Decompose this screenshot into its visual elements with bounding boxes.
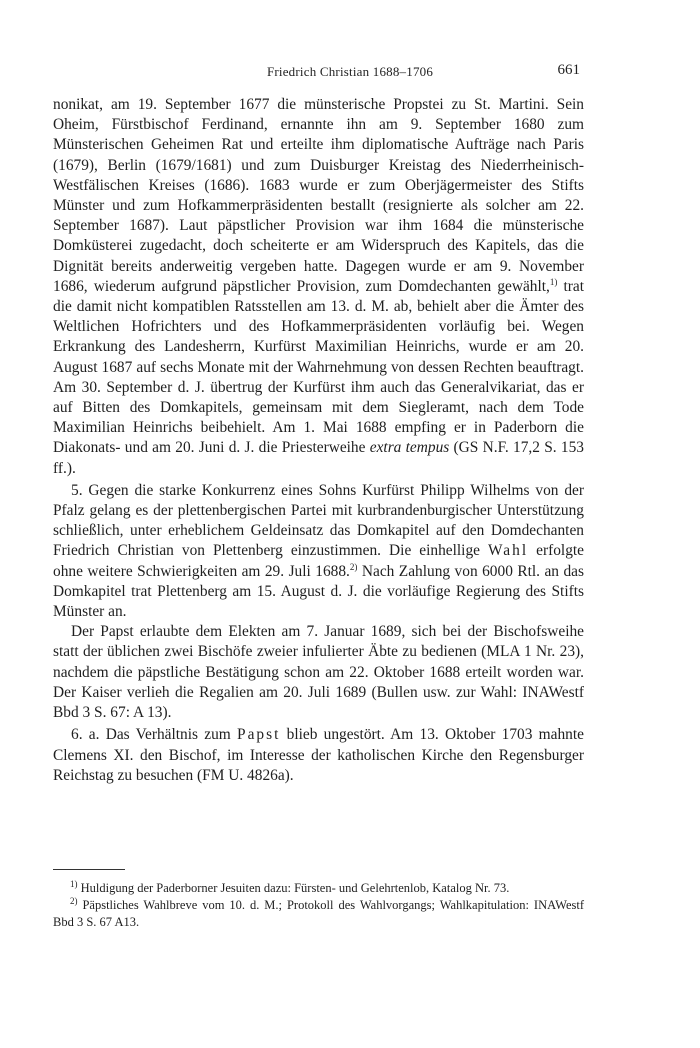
footnote-ref-2: 2) [349, 561, 358, 572]
footnote-1-text: Huldigung der Paderborner Jesuiten dazu: Fürsten- und Gelehrtenlob, Katalog Nr. 73. [77, 881, 510, 895]
footnote-1-mark: 1) [70, 878, 78, 889]
paragraph-4 [53, 725, 584, 786]
paragraph-1 [53, 95, 584, 479]
running-title: Friedrich Christian 1688–1706 [266, 64, 434, 79]
footnote-2 [53, 897, 584, 931]
paragraph-2-text-b: erfolgte ohne weitere Schwierigkeiten am 29. Juli 1688. [53, 542, 585, 580]
paragraph-3: Der Papst erlaubte dem Elekten am 7. Januar 1689, sich bei der Bischofsweihe statt der üblichen zwei Bischöfe zweier infulierter Äbte zu bedienen (MLA 1 Nr. 23), nachdem die päpstliche Bestätigung schon am 22. Oktober 1688 erteilt worden war. Der Kaiser verlieh die Regalien am 20. Juli 1689 (Bullen usw. zur Wahl: INAWestf Bbd 3 S. 67: A 13). [53, 623, 584, 722]
paragraph-2-text-a: 5. Gegen die starke Konkurrenz eines Sohns Kurfürst Philipp Wilhelms von der Pfalz gelang es der plettenbergischen Partei mit kurbrandenburgischer Unterstützung schließlich, unter erheblichem Geldeinsatz das Domkapitel auf den Domdechanten Friedrich Christian von Plettenberg einzustimmen. Die einhellige [53, 481, 584, 560]
paragraph-1-text-c: (GS N.F. 17,2 S. 153 ff.). [53, 439, 585, 477]
paragraph-2-spaced: Wahl [488, 542, 529, 560]
footnotes [53, 880, 584, 931]
footnote-2-mark: 2) [70, 895, 78, 906]
paragraph-4-text-a: 6. a. Das Verhältnis zum [71, 726, 238, 744]
footnote-ref-1: 1) [549, 276, 558, 287]
paragraph-2 [53, 481, 584, 622]
paragraph-1-italic: extra tempus [369, 439, 450, 457]
paragraph-4-spaced: Papst [237, 726, 281, 744]
paragraph-1-text-a: nonikat, am 19. September 1677 die münsterische Propstei zu St. Martini. Sein Oheim, Fürstbischof Ferdinand, ernannte ihn am 9. September 1680 zum Münsterischen Geheimen Rat und erteilte ihm diplomatische Aufträge nach Paris (1679), Berlin (1679/1681) und zum Duisburger Kreistag des Niederrheinisch-Westfälischen Kreises (1686). 1683 wurde er zum Oberjägermeister des Stifts Münster und zum Hofkammerpräsidenten bestallt (resignierte als solcher am 22. September 1687). Laut päpstlicher Provision war ihm 1684 die münsterische Domküsterei zugedacht, doch scheiterte er am Widerspruch des Kapitels, das die Dignität bereits anderweitig vergeben hatte. Dagegen wurde er am 9. November 1686, wiederum aufgrund päpstlicher Provision, zum Domdechanten gewählt, [53, 96, 584, 295]
page-header [118, 62, 582, 86]
paragraph-2-text-c: Nach Zahlung von 6000 Rtl. an das Domkapitel trat Plettenberg am 15. August d. J. die vorläufige Regierung des Stifts Münster an. [53, 562, 584, 621]
paragraph-1-text-b: trat die damit nicht kompatiblen Ratsstellen am 13. d. M. ab, behielt aber die Ämter des Weltlichen Hofrichters und des Hofkammerpräsidenten vorläufig bei. Wegen Erkrankung des Landesherrn, Kurfürst Maximilian Heinrichs, wurde er am 20. August 1687 auf sechs Monate mit der Wahrnehmung von dessen Rechten beauftragt. Am 30. September d. J. übertrug der Kurfürst ihm auch das Generalvikariat, das er auf Bitten des Domkapitels, gemeinsam mit dem Siegleramt, nach dem Tode Maximilian Heinrichs beibehielt. Am 1. Mai 1688 empfing er in Paderborn die Diakonats- und am 20. Juni d. J. die Priesterweihe [53, 277, 584, 457]
page-number: 661 [557, 62, 580, 78]
footnote-1 [53, 880, 584, 897]
footnote-2-text: Päpstliches Wahlbreve vom 10. d. M.; Protokoll des Wahlvorgangs; Wahlkapitulation: INAWestf Bbd 3 S. 67 A13. [53, 898, 584, 929]
footnote-divider [53, 869, 125, 870]
paragraph-4-text-b: blieb ungestört. Am 13. Oktober 1703 mahnte Clemens XI. den Bischof, im Interesse der katholischen Kirche den Regensburger Reichstag zu besuchen (FM U. 4826a). [53, 726, 584, 784]
main-text [53, 95, 584, 786]
